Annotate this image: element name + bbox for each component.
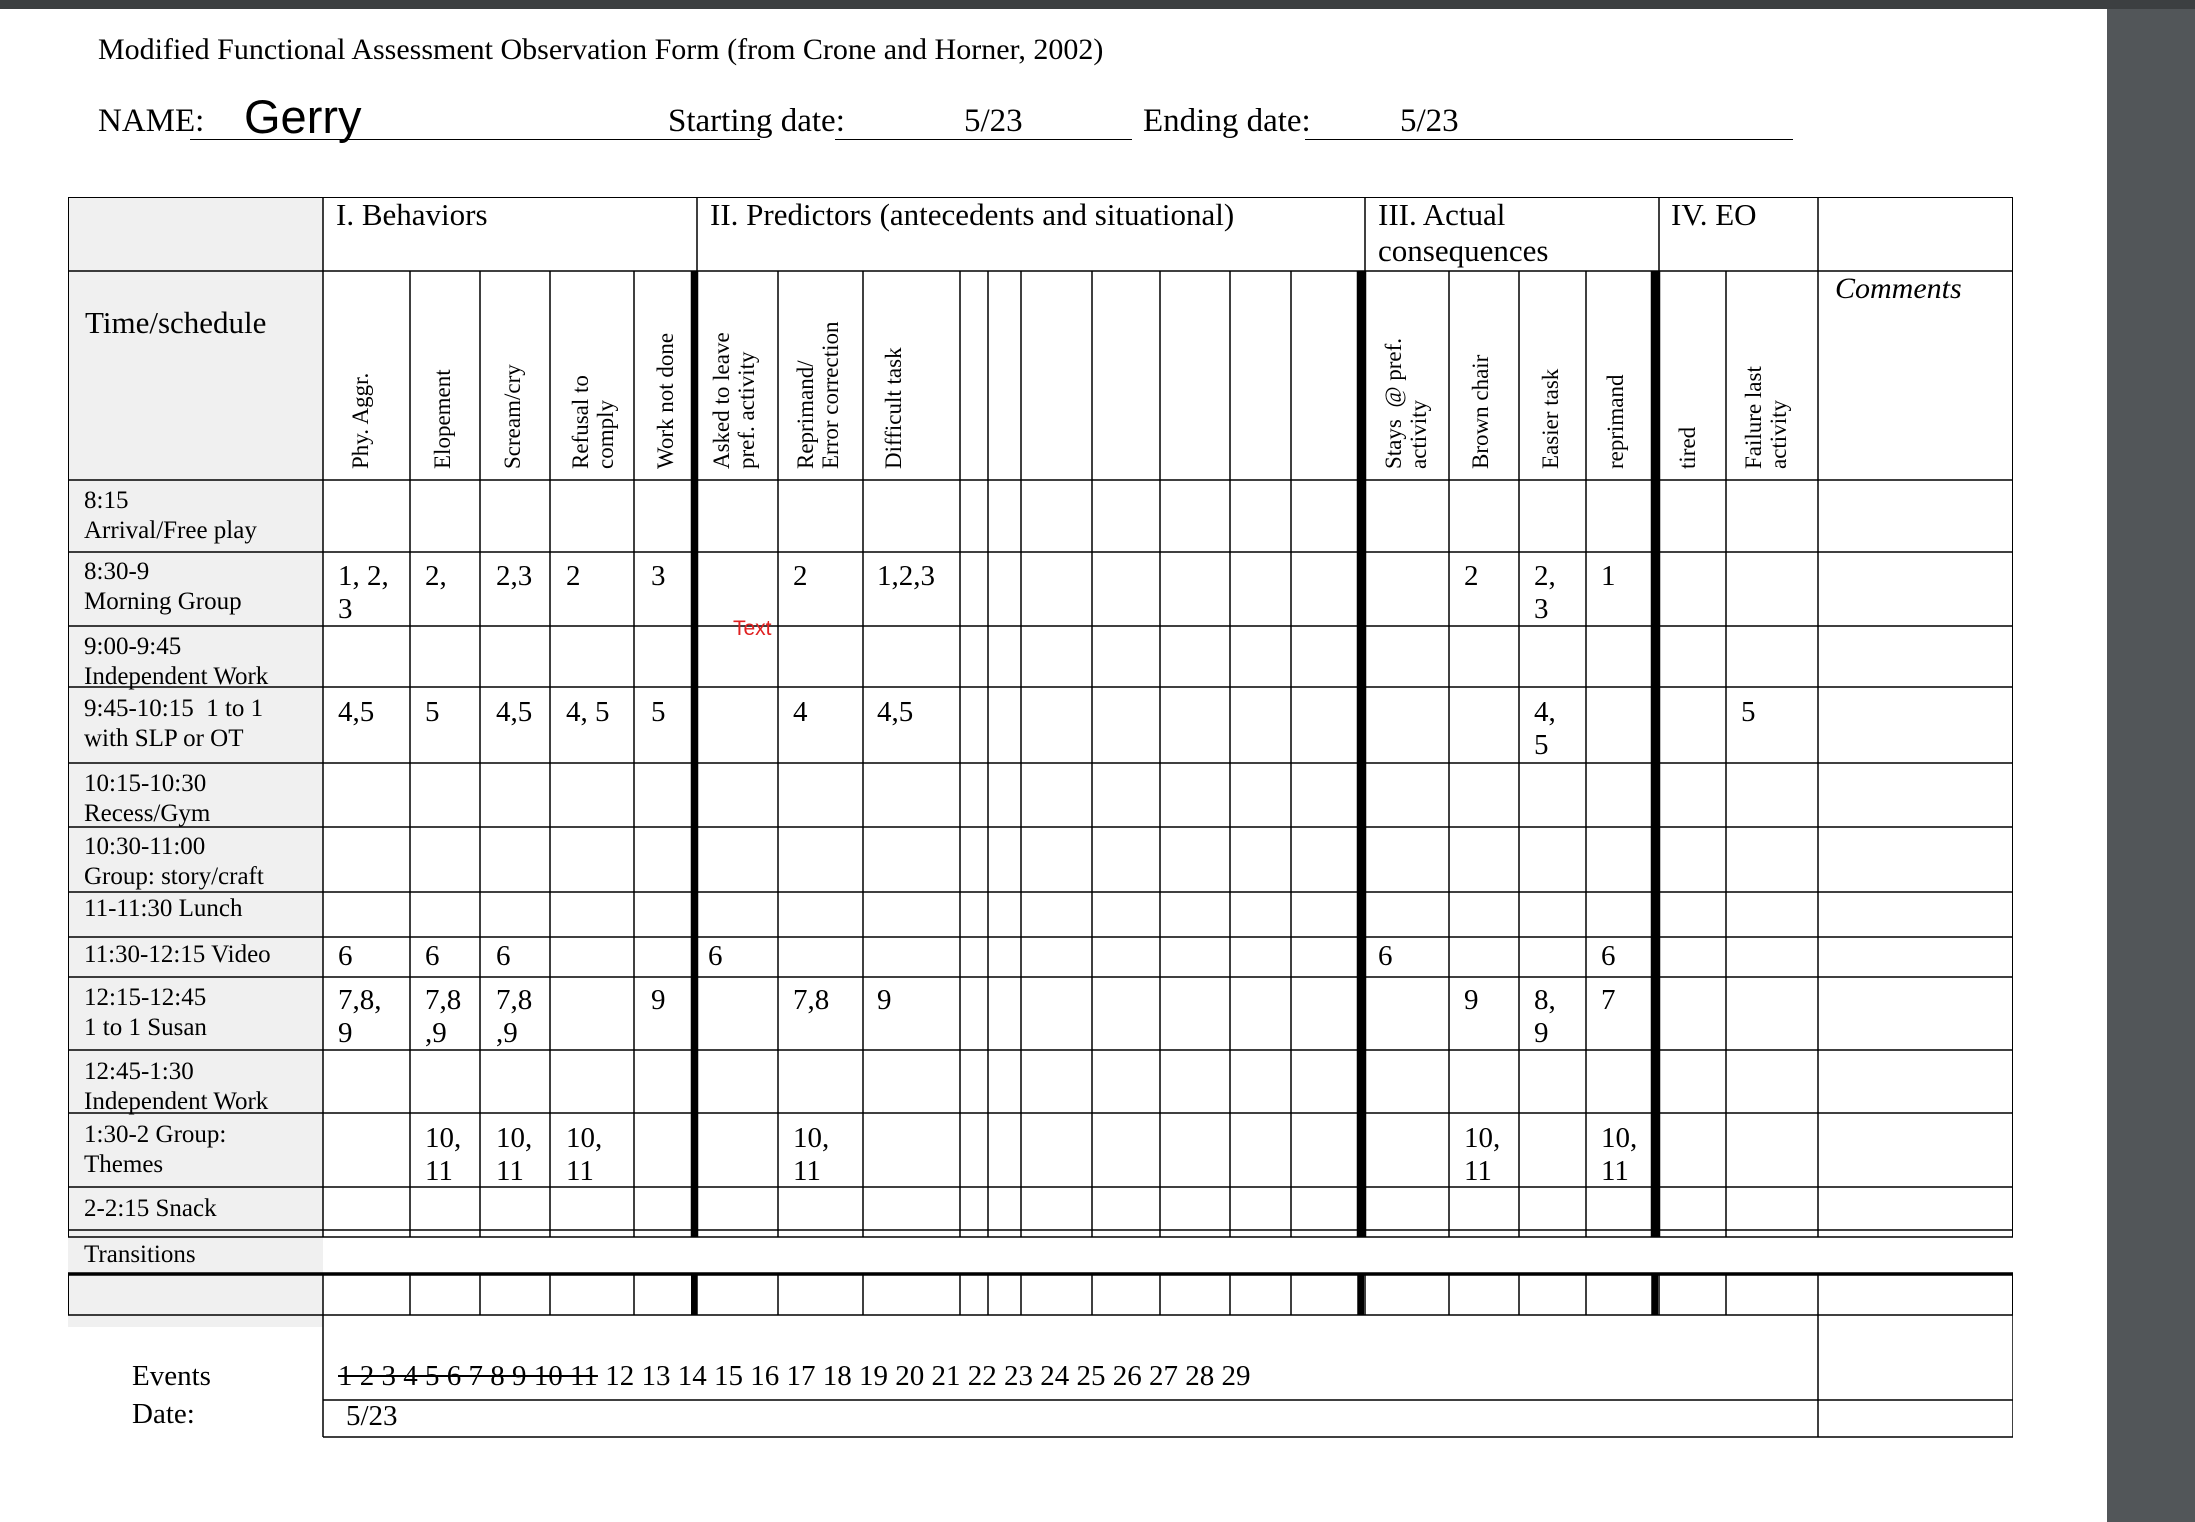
document-page [0,9,2107,1522]
col-reprimand-error: Reprimand/ Error correction [793,321,843,469]
end-date-label: Ending date: [1143,103,1311,139]
entry-r1-brown[interactable]: 2 [1464,560,1479,592]
row-time-12: Transitions [84,1241,196,1268]
entry-r10-scream[interactable]: 10, 11 [496,1122,533,1187]
start-date-value[interactable]: 5/23 [964,103,1023,139]
col-difficult-task: Difficult task [881,347,906,469]
entry-r1-scream[interactable]: 2,3 [496,560,533,592]
col-brown-chair: Brown chair [1468,354,1493,469]
events-label: Events [132,1360,211,1392]
entry-r10-cons-reprimand[interactable]: 10, 11 [1601,1122,1638,1187]
entry-r7-scream[interactable]: 6 [496,940,511,972]
col-scream-cry: Scream/cry [500,364,525,469]
events-date-label: Date: [132,1398,195,1430]
entry-r7-cons-reprimand[interactable]: 6 [1601,940,1616,972]
entry-r8-phy[interactable]: 7,8, 9 [338,984,382,1049]
entry-r8-cons-reprimand[interactable]: 7 [1601,984,1616,1016]
entry-r10-reprimand[interactable]: 10, 11 [793,1122,830,1187]
row-time-7: 11:30-12:15 Video [84,941,271,968]
entry-r7-phy[interactable]: 6 [338,940,353,972]
entry-r1-work[interactable]: 3 [651,560,666,592]
entry-r1-phy[interactable]: 1, 2, 3 [338,560,389,625]
row-time-2: 9:00-9:45 Independent Work [84,633,269,690]
entry-r3-scream[interactable]: 4,5 [496,696,533,728]
entry-r7-stays[interactable]: 6 [1378,940,1393,972]
entry-r8-elope[interactable]: 7,8 ,9 [425,984,462,1049]
entry-r3-refuse[interactable]: 4, 5 [566,696,610,728]
row-time-9: 12:45-1:30 Independent Work [84,1058,269,1115]
col-stays-pref: Stays @ pref. activity [1381,337,1431,469]
col-tired: tired [1675,426,1700,469]
row-time-10: 1:30-2 Group: Themes [84,1121,227,1178]
col-easier-task: Easier task [1538,368,1563,469]
entry-r3-phy[interactable]: 4,5 [338,696,375,728]
row-time-1: 8:30-9 Morning Group [84,558,242,615]
entry-r8-easier[interactable]: 8, 9 [1534,984,1556,1049]
entry-r8-brown[interactable]: 9 [1464,984,1479,1016]
end-date-value[interactable]: 5/23 [1400,103,1459,139]
entry-r10-brown[interactable]: 10, 11 [1464,1122,1501,1187]
entry-r8-reprimand[interactable]: 7,8 [793,984,830,1016]
entry-r3-reprimand[interactable]: 4 [793,696,808,728]
entry-r8-work[interactable]: 9 [651,984,666,1016]
entry-r1-difficult[interactable]: 1,2,3 [877,560,935,592]
col-reprimand: reprimand [1603,374,1628,469]
row-time-11: 2-2:15 Snack [84,1195,217,1222]
col-failure-last: Failure last activity [1741,366,1791,469]
row-time-3: 9:45-10:15 1 to 1 with SLP or OT [84,695,264,752]
row-time-6: 11-11:30 Lunch [84,895,243,922]
observation-table [68,197,2013,1442]
predictors-header: II. Predictors (antecedents and situational) [710,197,1235,232]
viewer-top-bar [0,0,2195,9]
consequences-header: III. Actual consequences [1378,197,1549,268]
entry-r3-easier[interactable]: 4, 5 [1534,696,1556,761]
entry-r3-failure[interactable]: 5 [1741,696,1756,728]
text-annotation[interactable]: Text [733,617,772,640]
time-schedule-header: Time/schedule [85,305,267,340]
entry-r8-scream[interactable]: 7,8 ,9 [496,984,533,1049]
entry-r1-elope[interactable]: 2, [425,560,447,592]
end-date-underline [1305,139,1793,140]
events-date-value[interactable]: 5/23 [346,1400,398,1432]
events-remaining: 12 13 14 15 16 17 18 19 20 21 22 23 24 25 26 27 28 29 [605,1360,1251,1392]
col-phy-aggr: Phy. Aggr. [348,372,373,469]
form-title: Modified Functional Assessment Observation Form (from Crone and Horner, 2002) [98,33,1104,66]
eo-header: IV. EO [1671,197,1757,232]
events-struck: 1 2 3 4 5 6 7 8 9 10 11 [338,1360,598,1392]
entry-r1-cons-reprimand[interactable]: 1 [1601,560,1616,592]
row-time-5: 10:30-11:00 Group: story/craft [84,833,264,890]
entry-r7-elope[interactable]: 6 [425,940,440,972]
col-work-not-done: Work not done [653,332,678,469]
name-value[interactable]: Gerry [244,90,362,143]
entry-r1-easier[interactable]: 2, 3 [1534,560,1556,625]
start-date-label: Starting date: [668,103,845,139]
entry-r3-elope[interactable]: 5 [425,696,440,728]
behaviors-header: I. Behaviors [336,197,488,232]
entry-r8-difficult[interactable]: 9 [877,984,892,1016]
row-time-8: 12:15-12:45 1 to 1 Susan [84,984,207,1041]
viewer-right-margin [2107,9,2195,1522]
comments-header: Comments [1835,272,1962,305]
row-time-0: 8:15 Arrival/Free play [84,487,257,544]
entry-r10-refuse[interactable]: 10, 11 [566,1122,603,1187]
row-time-4: 10:15-10:30 Recess/Gym [84,770,211,827]
col-asked-to-leave: Asked to leave pref. activity [709,332,759,469]
entry-r3-difficult[interactable]: 4,5 [877,696,914,728]
entry-r10-elope[interactable]: 10, 11 [425,1122,462,1187]
entry-r1-refuse[interactable]: 2 [566,560,581,592]
events-numbers [338,1360,1250,1393]
entry-r1-reprimand[interactable]: 2 [793,560,808,592]
col-refusal: Refusal to comply [568,375,618,469]
col-elopement: Elopement [430,369,455,469]
name-label: NAME: [98,103,205,139]
entry-r3-work[interactable]: 5 [651,696,666,728]
entry-r7-asked[interactable]: 6 [708,940,723,972]
